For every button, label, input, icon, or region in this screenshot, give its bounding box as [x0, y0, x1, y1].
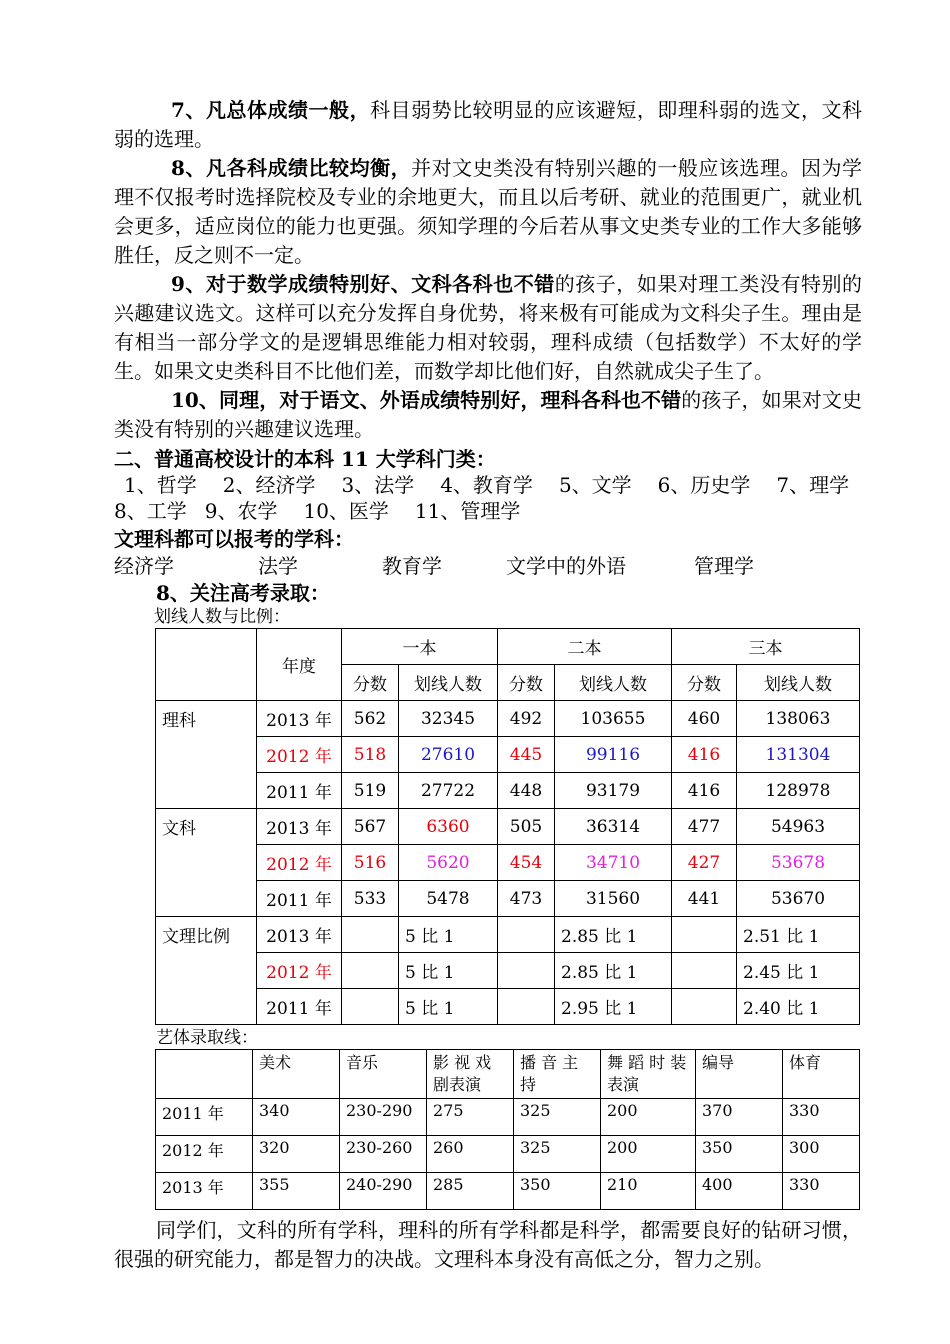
art-score-cell: 325	[514, 1136, 601, 1173]
score-cell: 460	[672, 701, 737, 737]
sub-header: 划线人数	[737, 665, 860, 701]
art-header: 编导	[696, 1050, 783, 1099]
art-score-cell: 200	[601, 1136, 696, 1173]
art-header: 播 音 主 持	[514, 1050, 601, 1099]
cutoff-table	[155, 628, 860, 1025]
table-corner	[156, 665, 257, 701]
count-cell: 36314	[555, 809, 672, 845]
sub-header: 划线人数	[555, 665, 672, 701]
score-cell: 473	[498, 881, 555, 917]
count-cell: 138063	[737, 701, 860, 737]
art-table	[155, 1049, 860, 1210]
both-subject-item: 管理学	[694, 554, 754, 578]
paragraph-7	[114, 96, 862, 154]
count-cell: 27610	[399, 737, 498, 773]
count-cell: 131304	[737, 737, 860, 773]
sub-header: 分数	[498, 665, 555, 701]
count-cell: 6360	[399, 809, 498, 845]
category-cell	[156, 881, 257, 917]
art-table-corner	[156, 1050, 253, 1099]
count-cell: 5 比 1	[399, 989, 498, 1025]
category-cell: 文理比例	[156, 917, 257, 953]
count-cell: 2.95 比 1	[555, 989, 672, 1025]
subject-item: 4、教育学	[440, 473, 533, 497]
score-cell: 492	[498, 701, 555, 737]
score-cell: 505	[498, 809, 555, 845]
art-header: 音乐	[340, 1050, 427, 1099]
document-page	[114, 96, 862, 1274]
count-cell: 54963	[737, 809, 860, 845]
subject-item: 7、理学	[776, 473, 850, 497]
count-cell: 5620	[399, 845, 498, 881]
category-cell	[156, 773, 257, 809]
paragraph-7-text: 科目弱势比较明显的应该避短，即理科弱的选文，文科弱的选理。	[114, 98, 862, 151]
count-cell: 2.85 比 1	[555, 953, 672, 989]
subject-item: 2、经济学	[222, 473, 316, 497]
score-cell	[672, 917, 737, 953]
score-cell: 518	[342, 737, 399, 773]
score-cell: 441	[672, 881, 737, 917]
table-row	[156, 737, 860, 773]
year-cell: 2012 年	[257, 845, 342, 881]
art-table-caption: 艺体录取线：	[156, 1028, 258, 1048]
paragraph-10	[114, 386, 862, 444]
count-cell: 27722	[399, 773, 498, 809]
count-cell: 34710	[555, 845, 672, 881]
category-cell	[156, 737, 257, 773]
year-cell: 2011 年	[257, 989, 342, 1025]
art-header: 美术	[253, 1050, 340, 1099]
paragraph-8-text: 并对文史类没有特别兴趣的一般应该选理。因为学理不仅报考时选择院校及专业的余地更大，而且以后考研、就业的范围更广，就业机会更多，适应岗位的能力也更强。须知学理的今后若从事文史类专业的工作大多能够胜任，反之则不一定。	[114, 156, 863, 267]
table-row	[156, 845, 860, 881]
sub-header: 分数	[672, 665, 737, 701]
score-cell	[498, 989, 555, 1025]
art-score-cell: 370	[696, 1099, 783, 1136]
score-cell	[342, 917, 399, 953]
section-2-heading: 二、普通高校设计的本科 11 大学科门类：	[114, 447, 496, 471]
table-row	[156, 917, 860, 953]
paragraph-10-lead: 10、同理，对于语文、外语成绩特别好，理科各科也不错	[171, 388, 682, 412]
table-row	[156, 809, 860, 845]
table-row	[156, 881, 860, 917]
score-cell: 516	[342, 845, 399, 881]
year-cell: 2011 年	[257, 773, 342, 809]
score-cell: 448	[498, 773, 555, 809]
score-cell: 519	[342, 773, 399, 809]
count-cell: 32345	[399, 701, 498, 737]
subject-list	[114, 472, 862, 524]
art-score-cell: 325	[514, 1099, 601, 1136]
score-cell	[498, 953, 555, 989]
art-header: 影 视 戏 剧表演	[427, 1050, 514, 1099]
score-cell	[342, 989, 399, 1025]
score-cell	[342, 953, 399, 989]
art-year-cell: 2013 年	[156, 1173, 253, 1210]
table-row	[156, 989, 860, 1025]
art-score-cell: 285	[427, 1173, 514, 1210]
score-cell: 533	[342, 881, 399, 917]
count-cell: 99116	[555, 737, 672, 773]
table-corner	[156, 629, 257, 665]
subject-item: 5、文学	[558, 473, 632, 497]
table-row	[156, 953, 860, 989]
count-cell: 53670	[737, 881, 860, 917]
score-cell: 445	[498, 737, 555, 773]
art-score-cell: 260	[427, 1136, 514, 1173]
count-cell: 2.40 比 1	[737, 989, 860, 1025]
score-cell	[498, 917, 555, 953]
closing-paragraph: 同学们，文科的所有学科，理科的所有学科都是科学，都需要良好的钻研习惯，很强的研究能力，都是智力的决战。文理科本身没有高低之分，智力之别。	[114, 1218, 862, 1271]
sub-header: 分数	[342, 665, 399, 701]
paragraph-7-lead: 7、凡总体成绩一般，	[171, 98, 371, 122]
subject-item: 6、历史学	[657, 473, 751, 497]
subject-item: 3、法学	[341, 473, 415, 497]
section-8-heading: 8、关注高考录取：	[156, 581, 330, 605]
subject-item: 10、医学	[303, 499, 389, 523]
paragraph-10-text: 的孩子，如果对文史类没有特别的兴趣建议选理。	[114, 388, 862, 441]
score-cell	[672, 989, 737, 1025]
count-cell: 5478	[399, 881, 498, 917]
art-score-cell: 355	[253, 1173, 340, 1210]
score-cell: 567	[342, 809, 399, 845]
year-cell: 2013 年	[257, 701, 342, 737]
count-cell: 103655	[555, 701, 672, 737]
both-subject-item: 文学中的外语	[506, 554, 626, 578]
table-row	[156, 1099, 860, 1136]
table-row	[156, 701, 860, 737]
category-cell	[156, 845, 257, 881]
paragraph-8-lead: 8、凡各科成绩比较均衡，	[171, 156, 412, 180]
subject-item: 1、哲学	[124, 473, 197, 497]
art-header: 体育	[783, 1050, 860, 1099]
art-score-cell: 230-290	[340, 1099, 427, 1136]
paragraph-8	[114, 154, 862, 270]
score-cell: 477	[672, 809, 737, 845]
art-score-cell: 330	[783, 1173, 860, 1210]
table-row	[156, 1136, 860, 1173]
year-cell: 2012 年	[257, 737, 342, 773]
subject-item: 11、管理学	[414, 499, 521, 523]
year-cell: 2011 年	[257, 881, 342, 917]
category-cell: 文科	[156, 809, 257, 845]
subject-item: 8、工学	[114, 499, 187, 523]
art-score-cell: 340	[253, 1099, 340, 1136]
art-score-cell: 300	[783, 1136, 860, 1173]
score-cell: 427	[672, 845, 737, 881]
art-header: 舞 蹈 时 装表演	[601, 1050, 696, 1099]
count-cell: 93179	[555, 773, 672, 809]
paragraph-9-text: 的孩子，如果对理工类没有特别的兴趣建议选文。这样可以充分发挥自身优势，将来极有可能成为文科尖子生。理由是有相当一部分学文的是逻辑思维能力相对较弱，理科成绩（包括数学）不太好的学生。如果文史类科目不比他们差，而数学却比他们好，自然就成尖子生了。	[114, 272, 862, 383]
score-cell: 454	[498, 845, 555, 881]
score-cell: 562	[342, 701, 399, 737]
art-score-cell: 240-290	[340, 1173, 427, 1210]
art-score-cell: 200	[601, 1099, 696, 1136]
both-subjects-list	[114, 552, 862, 580]
both-subject-item: 经济学	[114, 554, 174, 578]
count-cell: 5 比 1	[399, 953, 498, 989]
year-cell: 2013 年	[257, 809, 342, 845]
table-row	[156, 773, 860, 809]
year-cell: 2013 年	[257, 917, 342, 953]
score-cell	[672, 953, 737, 989]
count-cell: 2.51 比 1	[737, 917, 860, 953]
art-score-cell: 230-260	[340, 1136, 427, 1173]
art-score-cell: 350	[696, 1136, 783, 1173]
year-cell: 2012 年	[257, 953, 342, 989]
both-subject-item: 法学	[258, 554, 298, 578]
sub-header: 划线人数	[399, 665, 498, 701]
category-cell	[156, 953, 257, 989]
both-subject-item: 教育学	[382, 554, 442, 578]
paragraph-9	[114, 270, 862, 386]
group-header: 三本	[672, 629, 860, 665]
art-score-cell: 330	[783, 1099, 860, 1136]
art-score-cell: 400	[696, 1173, 783, 1210]
table-row	[156, 1173, 860, 1210]
art-score-cell: 210	[601, 1173, 696, 1210]
count-cell: 5 比 1	[399, 917, 498, 953]
art-score-cell: 350	[514, 1173, 601, 1210]
category-cell: 理科	[156, 701, 257, 737]
paragraph-9-lead: 9、对于数学成绩特别好、文科各科也不错	[171, 272, 555, 296]
count-cell: 2.45 比 1	[737, 953, 860, 989]
score-cell: 416	[672, 773, 737, 809]
category-cell	[156, 989, 257, 1025]
art-year-cell: 2011 年	[156, 1099, 253, 1136]
count-cell: 128978	[737, 773, 860, 809]
count-cell: 53678	[737, 845, 860, 881]
cutoff-table-caption: 划线人数与比例：	[154, 607, 290, 627]
art-year-cell: 2012 年	[156, 1136, 253, 1173]
subject-item: 9、农学	[204, 499, 278, 523]
group-header: 一本	[342, 629, 498, 665]
art-score-cell: 275	[427, 1099, 514, 1136]
both-subjects-heading: 文理科都可以报考的学科：	[114, 527, 354, 551]
count-cell: 31560	[555, 881, 672, 917]
score-cell: 416	[672, 737, 737, 773]
group-header: 二本	[498, 629, 672, 665]
art-score-cell: 320	[253, 1136, 340, 1173]
count-cell: 2.85 比 1	[555, 917, 672, 953]
year-header: 年度	[257, 629, 342, 701]
